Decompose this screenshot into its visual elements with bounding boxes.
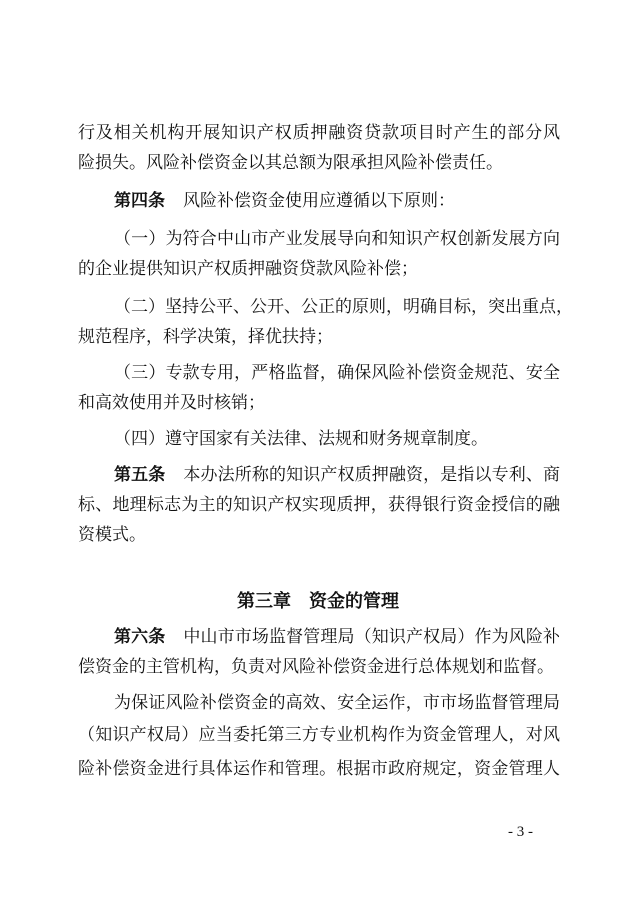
article-heading: 第五条 (114, 465, 166, 485)
chapter-title: 资金的管理 (309, 591, 399, 612)
article-text: 中山市市场监督管理局（知识产权局）作为风险补 (183, 627, 560, 647)
paragraph-line: 险补偿资金进行具体运作和管理。根据市政府规定，资金管理人 (78, 759, 560, 779)
article-6-line-1 (114, 626, 560, 648)
principle-1-line-1: （一）为符合中山市产业发展导向和知识产权创新发展方向 (114, 229, 560, 249)
paragraph-line: （知识产权局）应当委托第三方专业机构作为资金管理人，对风 (78, 725, 560, 745)
article-5-line-2: 标、地理标志为主的知识产权实现质押，获得银行资金授信的融 (78, 495, 560, 515)
principle-3-line-1: （三）专款专用，严格监督，确保风险补偿资金规范、安全 (114, 363, 560, 383)
article-heading: 第六条 (114, 627, 166, 647)
body-line: 行及相关机构开展知识产权质押融资贷款项目时产生的部分风 (78, 123, 560, 143)
principle-2-line-2: 规范程序，科学决策，择优扶持； (78, 327, 333, 347)
principle-2-line-1: （二）坚持公平、公开、公正的原则，明确目标，突出重点， (114, 297, 573, 317)
principle-4: （四）遵守国家有关法律、法规和财务规章制度。 (114, 429, 488, 449)
chapter-heading (0, 590, 636, 614)
article-text: 本办法所称的知识产权质押融资，是指以专利、商 (183, 465, 560, 485)
body-line: 险损失。风险补偿资金以其总额为限承担风险补偿责任。 (78, 153, 503, 173)
article-heading: 第四条 (114, 191, 165, 211)
article-5-line-3: 资模式。 (78, 525, 146, 545)
principle-1-line-2: 的企业提供知识产权质押融资贷款风险补偿； (78, 259, 418, 279)
article-4 (114, 190, 560, 212)
article-6-line-2: 偿资金的主管机构，负责对风险补偿资金进行总体规划和监督。 (78, 657, 554, 677)
article-text: 风险补偿资金使用应遵循以下原则： (183, 191, 455, 211)
page-number: - 3 - (508, 824, 533, 840)
principle-3-line-2: 和高效使用并及时核销； (78, 393, 265, 413)
article-5-line-1 (114, 464, 560, 486)
paragraph-line: 为保证风险补偿资金的高效、安全运作，市市场监督管理局 (114, 693, 560, 713)
chapter-number: 第三章 (237, 591, 291, 612)
